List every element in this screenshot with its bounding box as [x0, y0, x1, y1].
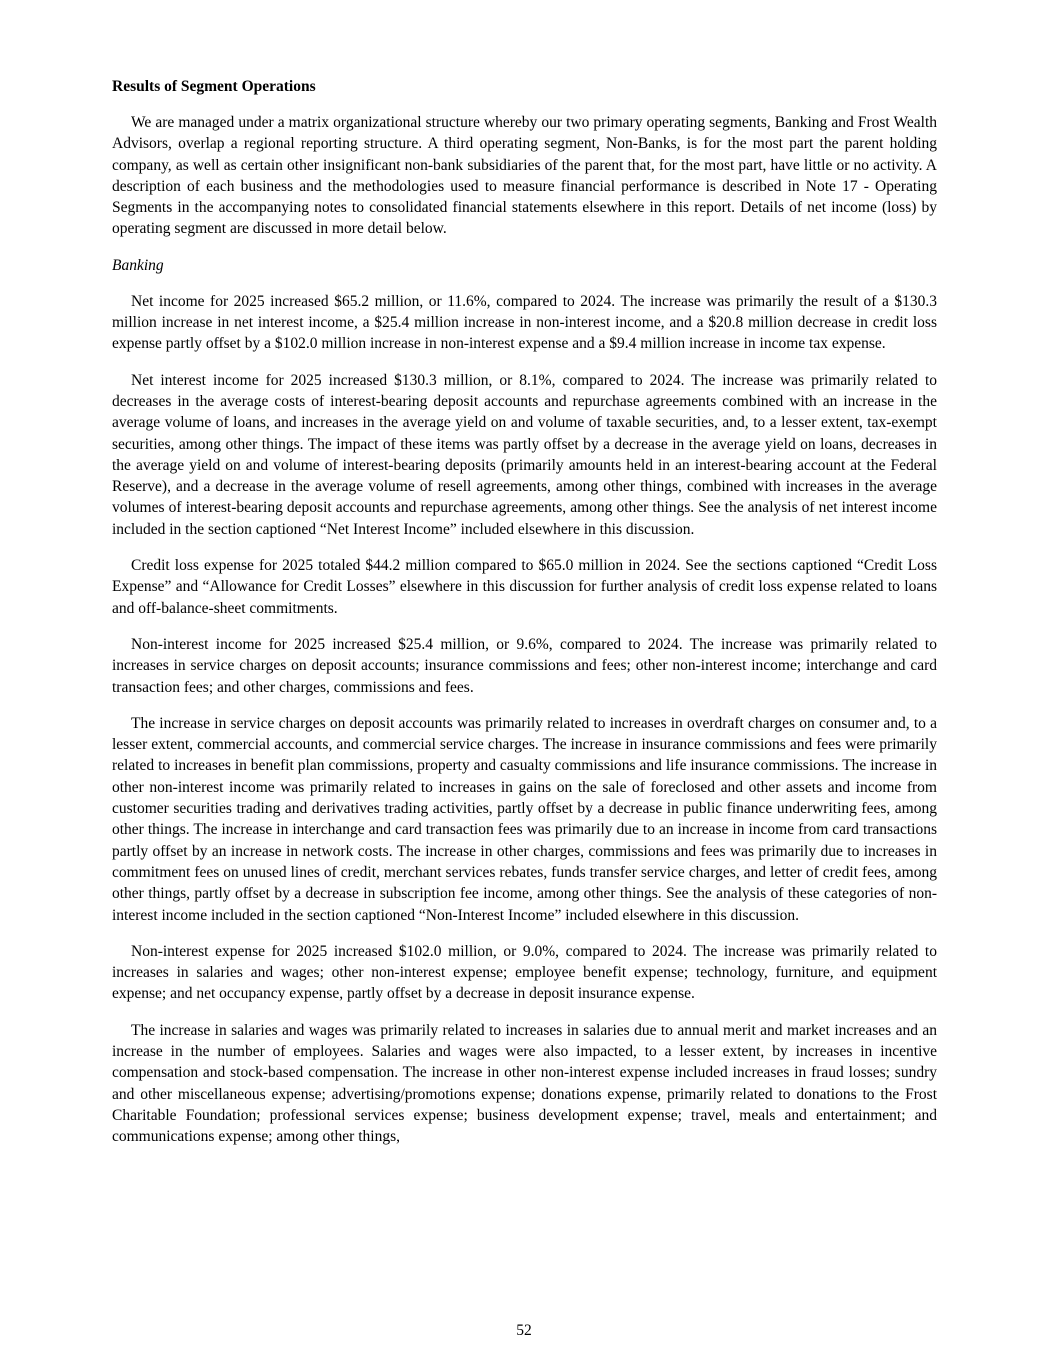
banking-service-charges-paragraph: The increase in service charges on deposit accounts was primarily related to increases in overdraft charges on consumer and, to a lesser extent, commercial accounts, and commercial service charges. The increase in insurance commissions and fees were primarily related to increases in benefit plan commissions, property and casualty commissions and life insurance commissions. The increase in other non-interest income was primarily related to increases in gains on the sale of foreclosed and other assets and income from customer securities trading and derivatives trading activities, partly offset by a decrease in public finance underwriting fees, among other things. The increase in interchange and card transaction fees was primarily due to an increase in income from card transactions partly offset by an increase in network costs. The increase in other charges, commissions and fees was primarily due to increases in commitment fees on unused lines of credit, merchant services rebates, funds transfer service charges, and letter of credit fees, among other things, partly offset by a decrease in subscription fee income, among other things. See the analysis of these categories of non-interest income included in the section captioned “Non-Interest Income” included elsewhere in this discussion.	[112, 714, 937, 924]
intro-paragraph: We are managed under a matrix organizational structure whereby our two primary operating segments, Banking and Frost Wealth Advisors, overlap a regional reporting structure. A third operating segment, Non-Banks, is for the most part the parent holding company, as well as certain other insignificant non-bank subsidiaries of the parent that, for the most part, have little or no activity. A description of each business and the methodologies used to measure financial performance is described in Note 17 - Operating Segments in the accompanying notes to consolidated financial statements elsewhere in this report. Details of net income (loss) by operating segment are discussed in more detail below.	[112, 114, 937, 238]
page-number: 52	[516, 1322, 532, 1339]
section-heading: Results of Segment Operations	[112, 78, 316, 95]
banking-salaries-paragraph: The increase in salaries and wages was primarily related to increases in salaries due to annual merit and market increases and an increase in the number of employees. Salaries and wages were also impacted, to a lesser extent, by increases in incentive compensation and stock-based compensation. The increase in other non-interest expense included increases in fraud losses; sundry and other miscellaneous expense; advertising/promotions expense; donations expense, primarily related to donations to the Frost Charitable Foundation; professional services expense; business development expense; travel, meals and entertainment; and communications expense; among other things,	[112, 1021, 937, 1146]
banking-credit-loss-paragraph: Credit loss expense for 2025 totaled $44.2 million compared to $65.0 million in 2024. See the sections captioned “Credit Loss Expense” and “Allowance for Credit Losses” elsewhere in this discussion for further analysis of credit loss expense related to loans and off-balance-sheet commitments.	[112, 557, 937, 617]
banking-net-income-paragraph: Net income for 2025 increased $65.2 million, or 11.6%, compared to 2024. The increase was primarily the result of a $130.3 million increase in net interest income, a $25.4 million increase in non-interest income, and a $20.8 million decrease in credit loss expense partly offset by a $102.0 million increase in non-interest expense and a $9.4 million increase in income tax expense.	[112, 292, 937, 353]
banking-non-interest-expense-paragraph: Non-interest expense for 2025 increased $102.0 million, or 9.0%, compared to 2024. The increase was primarily related to increases in salaries and wages; other non-interest expense; employee benefit expense; technology, furniture, and equipment expense; and net occupancy expense, partly offset by a decrease in deposit insurance expense.	[112, 942, 937, 1003]
banking-net-interest-income-paragraph: Net interest income for 2025 increased $130.3 million, or 8.1%, compared to 2024. The increase was primarily related to decreases in the average costs of interest-bearing deposit accounts and repurchase agreements combined with an increase in the average volume of loans, and increases in the average yield on and volume of taxable securities, and, to a lesser extent, tax-exempt securities, among other things. The impact of these items was partly offset by a decrease in the average yield on loans, decreases in the average yield on and volume of interest-bearing deposits (primarily amounts held in an interest-bearing account at the Federal Reserve), and a decrease in the average volume of resell agreements, among other things, combined with increases in the average volumes of interest-bearing deposit accounts and repurchase agreements, among other things. See the analysis of net interest income included in the section captioned “Net Interest Income” included elsewhere in this discussion.	[112, 371, 937, 538]
banking-subheading: Banking	[112, 256, 164, 274]
banking-non-interest-income-paragraph: Non-interest income for 2025 increased $25.4 million, or 9.6%, compared to 2024. The increase was primarily related to increases in service charges on deposit accounts; insurance commissions and fees; other non-interest income; interchange and card transaction fees; and other charges, commissions and fees.	[112, 635, 937, 696]
document-page	[112, 76, 937, 1162]
